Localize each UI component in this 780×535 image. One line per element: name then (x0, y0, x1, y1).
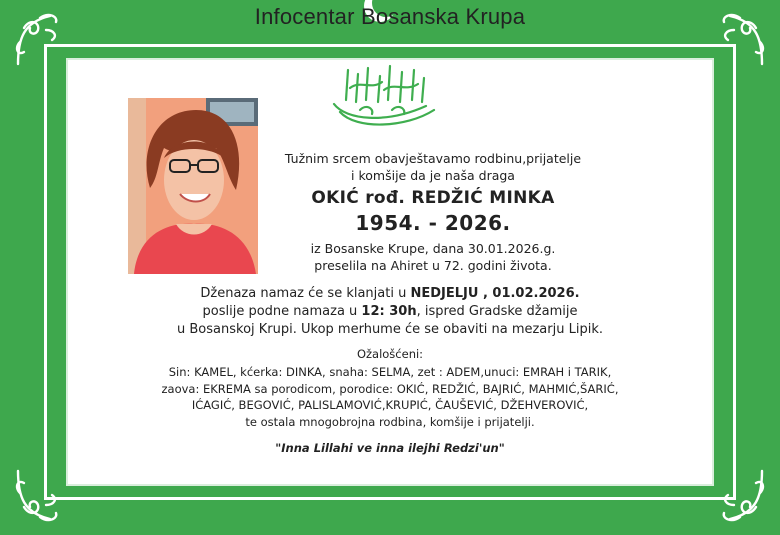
portrait-photo (128, 98, 258, 274)
intro-line-2: i komšije da je naša draga (351, 168, 515, 183)
funeral-date: NEDJELJU , 01.02.2026. (410, 286, 580, 301)
deceased-name: OKIĆ rođ. REDŽIĆ MINKA (311, 188, 555, 208)
funeral-line-2-rest: , ispred Gradske džamije (416, 304, 578, 319)
death-line-1: iz Bosanske Krupe, dana 30.01.2026.g. (310, 241, 556, 256)
funeral-line-2 (66, 303, 714, 321)
funeral-line-2-text: poslije podne namaza u (202, 304, 362, 319)
death-line-2: preselila na Ahiret u 72. godini života. (314, 258, 552, 273)
mourners-line-2: zaova: EKREMA sa porodicom, porodice: OKIĆ, REDŽIĆ, BAJRIĆ, MAHMIĆ,ŠARIĆ, (161, 381, 619, 396)
intro-text (258, 150, 608, 184)
site-watermark: Infocentar Bosanska Krupa (254, 4, 526, 29)
arabic-calligraphy-icon (326, 60, 442, 132)
mourners-line-4: te ostala mnogobrojna rodbina, komšije i prijatelji. (245, 414, 535, 429)
funeral-line-1-text: Dženaza namaz će se klanjati u (200, 286, 411, 301)
closing-prayer: "Inna Lillahi ve inna ilejhi Redzi'un" (275, 441, 505, 455)
funeral-info (66, 285, 714, 339)
mourners-title: Ožalošćeni: (356, 347, 424, 361)
mourners-line-1: Sin: KAMEL, kćerka: DINKA, snaha: SELMA, zet : ADEM,unuci: EMRAH i TARIK, (168, 365, 612, 379)
death-info (258, 240, 608, 274)
funeral-line-1 (66, 285, 714, 303)
funeral-time: 12: 30h (361, 304, 417, 319)
life-years: 1954. - 2026. (355, 211, 511, 235)
mourners-line-3: IĆAGIĆ, BEGOVIĆ, PALISLAMOVIĆ,KRUPIĆ, ČAUŠEVIĆ, DŽEHVEROVIĆ, (191, 398, 589, 412)
mourners-list (66, 364, 714, 430)
intro-line-1: Tužnim srcem obavještavamo rodbinu,prijatelje (284, 151, 582, 166)
funeral-line-3: u Bosanskoj Krupi. Ukop merhume će se obaviti na mezarju Lipik. (177, 322, 603, 337)
